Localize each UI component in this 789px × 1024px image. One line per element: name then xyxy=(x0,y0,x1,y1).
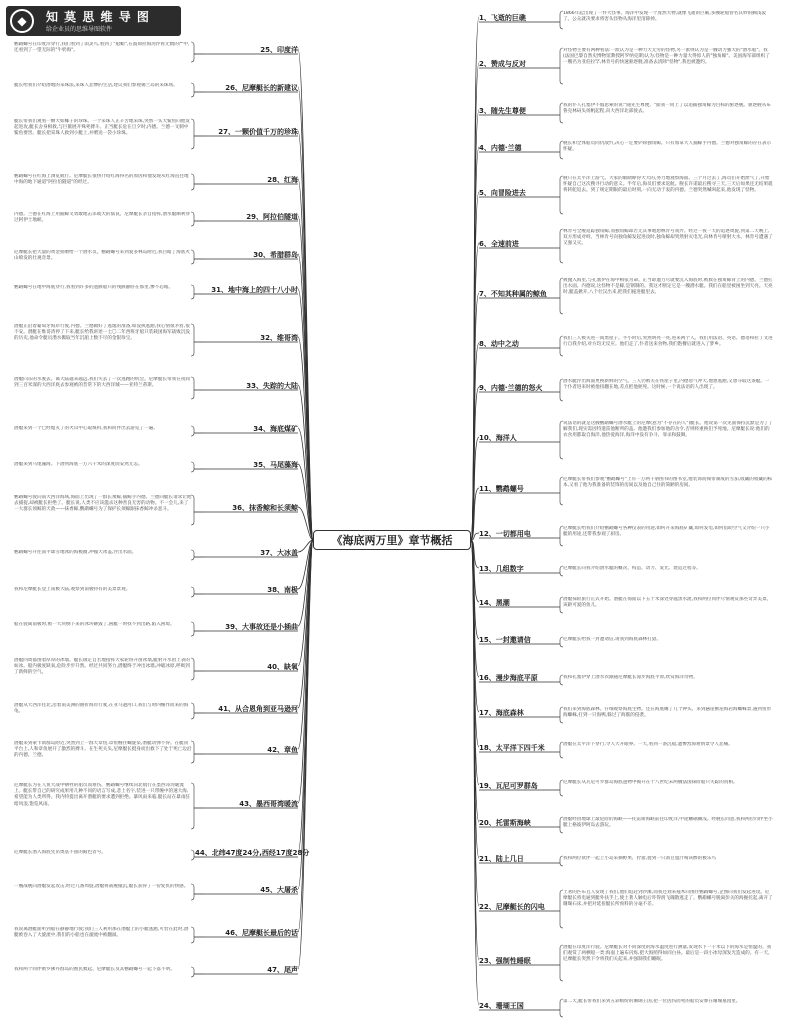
chapter-title: 47、尾声 xyxy=(267,966,298,974)
chapter-title: 11、鹦鹉螺号 xyxy=(479,485,524,493)
chapter-summary: 潜艇正沿着葡萄牙海岸行驶,内德。兰德做好了逃逸的准备,如没执逃跑,我心情很矛盾,很不安。潜艇在维哥湾停了下来,艇长给我讲述一七〇二年西班牙船只装载国海军战败沉没的历史,他命令艇员潜水搬取当年沉船上数不尽的金银珍宝。 xyxy=(14,324,191,342)
branch-curve xyxy=(471,488,479,540)
chapter-summary: 潜艇探险旅行正式开始。潜艇在海面以下五十米深处穿越黑水流,我和两位同伴尽情观赏那些奇异美景。该龄可爱的鱼儿。 xyxy=(563,597,772,609)
branch-curve xyxy=(298,179,313,540)
chapter-summary: 鹦鹉螺号驶向南大西洋海域,海面上出现了一群长须鲸,捕鲸手内德。兰德向艇长请求让他去捕捉,却被艇长拒绝了。艇长说,人类不应该滥杀这种善良无害的动物。不一会儿,来了一大群长须鲸的天敌——抹香鲸,鹦鹉螺号为了保护长须鲸跟抹香鲸冲杀恶斗。 xyxy=(14,495,192,513)
chapter-summary: 说法语的就是这艘鹦鹉螺号潜水艇上的尼摩(意为"不存在的人")艇长。他说第一次见面保持沉默是为了了解我们,现实需因特遗雷他断所的盖。他邀我们参加他的舍令,否则将重换们予死地。尼摩艇长说:他们的衣食用都取自海洋,他热爱海洋,海洋中没有争斗、罪杀和鼓舞。 xyxy=(563,421,773,439)
chapter-title: 7、不知其种属的鲸鱼 xyxy=(479,290,547,298)
chapter-summary: 鹦鹉螺号在红海上浏览航行。尼摩艇长很快介绍红海得名的原因和他发现从红海直往地中海的地下通道"阿拉伯隧道"的经过。 xyxy=(14,174,189,186)
chapter-title: 43、墨西哥湾暖流 xyxy=(239,800,298,808)
chapter-summary: 第二天,艇长带我们来到五彩缤纷的珊瑚王国,把一位因伤而死的船员安葬在珊瑚墓园里。 xyxy=(563,999,741,1004)
chapter-title: 6、全速前进 xyxy=(479,240,519,248)
branch-curve xyxy=(471,343,479,540)
chapter-title: 9、内德·兰德的怒火 xyxy=(479,384,543,392)
branch-curve xyxy=(298,49,313,540)
branch-curve xyxy=(298,507,313,540)
branch-curve xyxy=(471,192,479,540)
chapter-title: 21、陆上几日 xyxy=(479,855,524,863)
chapter-title: 35、马尾藻海 xyxy=(253,461,298,469)
chapter-summary: 对怪物主要有两种看法:一派认为是一种力大无穷的怪物,另一派则认为是一艘动力强大的"潜水船"。我(法国巴黎自然史博物馆教授阿罗纳克斯)认为,怪物是一种力量大得惊人的"独角鲸"。美国海军部组织了一艘名为亚伯拉罕,林肯号的快速驱逐舰,准备去清除"怪物",我也被邀约。 xyxy=(563,48,770,66)
chapter-summary: 我和两个同伴被罗佛丹群岛的渔民救起。尼摩艇长及其鹦鹉螺号一起下落不明。 xyxy=(14,967,175,972)
chapter-summary: 鹦鹉螺号在地中海底穿行,我看到许多的遗骸船只的残骸静卧在那里,惨不忍睹。 xyxy=(14,285,174,290)
chapter-title: 8、动中之动 xyxy=(479,340,519,348)
chapter-title: 40、缺氧 xyxy=(267,663,298,671)
branch-curve xyxy=(471,540,479,960)
chapter-title: 33、失踪的大陆 xyxy=(246,382,298,390)
branch-curve xyxy=(298,216,313,540)
chapter-summary: 艇长带我们观看一颗大如椰子的珍珠。一个采珠人正辛苦地采珠,突然一头大鲨鱼向他发起进攻,艇长舍身相救,与巨鲨展开殊死搏斗。正当艇长危在旦夕时,内德。兰德一叉刺中鲨鱼要害。艇长把采珠人救到小艇上,并赠送一袋小珍珠。 xyxy=(14,119,191,137)
chapter-title: 44、北纬47度24分,西经17度28分 xyxy=(195,849,310,857)
branch-curve xyxy=(298,464,313,540)
chapter-summary: 尼摩艇长给我一封邀请信,请我到海底森林打猎。 xyxy=(563,637,661,642)
chapter-summary: 我的仆人孔塞伊不假思索的说:"随先生尊便。"面我一同上了以追捕独角鲸为目标的驱逐舰。驱逐舰从布鲁克林码头扬帆起程,向大西洋北部驶去。 xyxy=(563,103,771,115)
chapter-summary: 艇长给我们介绍潜地的采珠法,采珠人悲惨的生活,建议我们参观锡兰岛的采珠场。 xyxy=(14,83,178,88)
chapter-title: 19、瓦尼可罗群岛 xyxy=(479,782,538,790)
branch-curve xyxy=(471,540,479,747)
branch-curve xyxy=(298,540,313,932)
brand-logo xyxy=(6,6,181,36)
chapter-summary: 船在驶离南极时,被一大块倒下来的冰块砸毁了,困艇一时找不到出路,陷入困境。 xyxy=(14,622,175,627)
chapter-summary: 潜艇来到马尾藻海。下潜到海底一万六千米的深度而安然无恙。 xyxy=(14,462,143,467)
branch-curve xyxy=(471,540,479,785)
chapter-title: 41、从合恩角到亚马逊河 xyxy=(218,705,298,713)
chapter-summary: 尼摩艇长潜入海底凭吊奥基不固的殿色者号。 xyxy=(14,850,106,855)
branch-curve xyxy=(471,147,479,540)
bear-logo-icon: ◆ xyxy=(10,9,34,33)
chapter-title: 25、印度洋 xyxy=(260,46,298,54)
chapter-title: 15、一封邀请信 xyxy=(479,636,531,644)
chapter-title: 37、大冰盖 xyxy=(260,549,298,557)
branch-curve xyxy=(471,540,479,568)
chapter-summary: 我和孔塞伊穿上潜水衣跟随尼摩艇长漫步海底平原,欣赏海洋奇物。 xyxy=(563,675,698,680)
chapter-title: 31、地中海上的四十八小时 xyxy=(211,286,298,294)
chapter-title: 32、维哥湾 xyxy=(260,334,298,342)
branch-curve xyxy=(471,17,479,540)
chapter-summary: 潜艇来到蒙卡斯群岛附近,突然到上一群大章鱼,章鱼缠住螺旋桨,潜艇动弹不得。在艇顶平台上,人和章鱼展开了激烈的搏斗。在生死关头,尼摩艇长挺身而出救下了处于死亡边沿的内德。兰德。 xyxy=(14,741,192,759)
logo-title: 知 莫 思 维 导 图 xyxy=(46,10,150,24)
chapter-title: 38、南极 xyxy=(267,586,298,594)
branch-curve xyxy=(471,243,479,540)
branch-curve xyxy=(471,387,479,540)
branch-curve xyxy=(298,540,313,626)
chapter-summary: 潜艇经由地球上最危险的海峡——托雷斯海峡前往印度洋,中途触礁搁浅。经舰长同意,我和两位同伴坐小艇上格波伊阿岛去游玩。 xyxy=(563,817,773,829)
branch-curve xyxy=(298,540,313,666)
chapter-title: 12、一切都用电 xyxy=(479,530,531,538)
chapter-summary: 潜艇四周都围着厚厚的冰墙。艇长镇定自若地指挥大家轮班开凿冰墙,艇射开水由上表的如冰。船内极度缺氧,危险步步升然。经过共同努力,潜艇终于冲出冰墙,冲破冰原,呼吸到了新鲜的空气。 xyxy=(14,658,191,676)
branch-curve xyxy=(298,254,313,540)
branch-curve xyxy=(471,63,479,540)
chapter-title: 28、红海 xyxy=(267,176,298,184)
chapter-summary: 舰只在太平洋上游弋。大家的眼睛睁得大大的,努力地观察海面。三个月过去了,海员们开始泄气了,开始怀疑自己这次搜寻行动的意义。半年后,海员们要求返航。舰长许诺最后搜寻三天,三天后如果还无结果就将转舵返去。到了规定期限的最后时刻,一向无动于衷的内德。兰德突然喊叫起来,他发现了怪物。 xyxy=(563,176,773,194)
branch-curve xyxy=(471,540,479,677)
chapter-summary: 尼摩艇长从瓦尼可罗群岛海底遗物中揭开在十八世纪末两艘法国探险船只失踪的真相。 xyxy=(563,780,738,785)
branch-curve xyxy=(471,540,479,822)
chapter-summary: 潜艇向东的水驶去。离大陆越来越远,我们失去了一次逃跑的机会。尼摩艇长带我在夜间到三百米深的大西洋底去参观被的昔常下的大西洋城——亚特兰蒂斯。 xyxy=(14,377,191,389)
chapter-title: 20、托雷斯海峡 xyxy=(479,819,531,827)
chapter-title: 30、希腊群岛 xyxy=(253,251,298,259)
branch-curve xyxy=(298,540,313,708)
chapter-summary: 舰长和全体船员同仇敌忾,决心一定要铲除独角鲸。只有加拿大人捕鲸手内德。兰德对独角鲸的存在表示怀疑。 xyxy=(563,141,772,153)
chapter-summary: 内德。兰德在红海上用捕鲸叉勇敢地击杀或大的儒艮。尼摩艇长亲自指挥,潜水艇顺利穿过阿伊士地峡。 xyxy=(14,212,191,224)
branch-curve xyxy=(471,437,479,540)
branch-curve xyxy=(471,540,479,712)
chapter-title: 17、海底森林 xyxy=(479,709,524,717)
chapter-summary: 潜艇从大西洋往北,沿着南美洲的曲折海岸行驶,在亚马逊河口,我们与时四缠作而来的海龟。 xyxy=(14,703,189,715)
chapter-title: 18、太平洋下四千米 xyxy=(479,744,545,752)
branch-curve xyxy=(471,540,479,906)
chapter-title: 29、阿拉伯隧道 xyxy=(246,213,298,221)
chapter-title: 4、内德·兰德 xyxy=(479,144,522,152)
chapter-title: 10、海洋人 xyxy=(479,434,517,442)
chapter-summary: 潜艇来到一个已经熄灭了的火山中心取煤料,我和同伴出去游览了一遍。 xyxy=(14,426,158,431)
branch-curve xyxy=(298,540,313,852)
branch-curve xyxy=(471,110,479,540)
chapter-title: 23、强制性睡眠 xyxy=(479,957,531,965)
chapter-title: 42、章鱼 xyxy=(267,746,298,754)
chapter-summary: 尼摩艇长带我们参观"鹦鹉螺号"上有一万两千册图书的图书室,他装饰而掏带制成的雪茄,收藏的收藏的标本,又看了他为我准备的装饰的房间以及他自己住的简陋的房间。 xyxy=(563,477,773,489)
chapter-title: 14、黑潮 xyxy=(479,599,510,607)
branch-curve xyxy=(471,533,479,540)
chapter-summary: 我和两位伙伴一起上小岛采摘野果、狩猎,捉到一只鸽豆蔻汁啃该醉的极乐鸟 xyxy=(563,856,717,861)
branch-curve xyxy=(298,540,313,589)
chapter-summary: 林肯号全舰追踪独角鲸,而独角鲸却若无其事地想林肯号戏弄。经过一夜一天的追逐周旋,到第二天晚上,双方形成对峙。当林肯号向独角鲸发起进攻时,独角鲸却突然射灭电光,向林肯号喷射大水。林肯号遭遇了又强又灭。 xyxy=(563,229,773,247)
chapter-title: 5、向冒险进去 xyxy=(479,189,526,197)
chapter-title: 2、赞成与反对 xyxy=(479,60,526,68)
branch-curve xyxy=(298,337,313,540)
chapter-title: 3、随先生尊便 xyxy=(479,107,526,115)
chapter-summary: 鹦鹉螺号在印度洋穿行,我们看到了雨灵鸟,看到了"船蛸",在波如拉海湾浮看无数的严中,还看到了一望无际的"牛奶海"。 xyxy=(14,42,190,54)
chapter-summary: 尼摩艇长为在人鱼大战中牺牲的船员而难伤。鹦鹉螺号继续向北航行在墨西哥湾暖流上。艇长带自己的研究成果用几种不同的语言写成,悲上名字,装进一只带缠中的速大海,希望能为人类所得。我内特提出离开潜艇的要求遭到拒绝。暴风雨来临,艇长站在暴雨驻暗风浪,饱览风雨。 xyxy=(14,783,191,807)
chapter-summary: 被抛入海里,与孔塞伊在海中相依为命。正当即遭力尽就要沉入海底时,被救在独角鲸背上的内德。兰德扛出水面。内德说,这怪物不是鲸,是钢制的。我这才断定它是一艘潜水艇。我们在船里被困坐到天亮。天亮时,艇盖掀开,八个壮汉出来,把我们拖进艇里去。 xyxy=(563,278,773,296)
branch-curve xyxy=(298,289,313,540)
central-topic: 《海底两万里》章节概括 xyxy=(313,530,471,550)
chapter-summary: 我说离潜艇面听到船在静静地行驶;我们三人利用那在潜艇上的小艇逃跑,可恰在此时,潜艇被卷入了大旋流中,我们的小船也在漩流中被翻溢。 xyxy=(14,927,189,939)
chapter-title: 16、漫步海底平原 xyxy=(479,674,538,682)
branch-curve xyxy=(471,540,479,858)
chapter-title: 36、抹香鲸和长须鲸 xyxy=(232,504,298,512)
chapter-title: 46、尼摩艇长最后的话 xyxy=(225,929,298,937)
branch-curve xyxy=(298,540,313,749)
logo-subtitle: 给企业员的思维导图软件 xyxy=(46,26,113,33)
chapter-summary: 潜艇在印度洋行驶。尼摩艇长对不同深度的海水温度进行测量,发现水下一千米以下的海水是恒温的。我们观赏了两栖船一类:海面上遍布闪烁,把大海照得如同白昼。最后是一段小冰母深发光造成的。有一天,尼摩艇长突然下令将我们关起来,并强制我们睡眠。 xyxy=(563,945,772,963)
chapter-summary: 尼摩艇长把大量的黄金捐赠给一个潜水员。鹦鹉螺号来到爱多林岛附近,我目睹了海底火山喷发的壮观奇景。 xyxy=(14,250,191,262)
branch-curve xyxy=(471,540,479,602)
branch-curve xyxy=(298,540,313,552)
branch-curve xyxy=(298,87,313,540)
chapter-summary: 我和尼摩艇长登上南极大陆,观察到南极特有的美景景观。 xyxy=(14,587,131,592)
chapter-title: 26、尼摩艇长的新建议 xyxy=(225,84,298,92)
branch-curve xyxy=(471,293,479,540)
chapter-title: 39、大事故还是小插曲 xyxy=(225,623,298,631)
chapter-title: 22、尼摩艇长的闪电 xyxy=(479,903,545,911)
chapter-title: 24、珊瑚王国 xyxy=(479,1002,524,1010)
chapter-summary: 尼摩艇长向我介绍潜水艇的概况、构造、动力、发光、建造过程等。 xyxy=(563,566,701,571)
chapter-summary: 一艘战舰向潜艇发起攻击,经过几番周旋,潜艇将战舰撞沉,艇长获得了一份复仇的快感。 xyxy=(14,884,189,889)
chapter-title: 1、飞逝的巨礁 xyxy=(479,14,526,22)
chapter-summary: 尼摩艇长给我们介绍鹦鹉螺号各种仪表的用途,如何开采海底矿藏,如何发电,如何借助空气又介绍一只小艇的用途,还带我参观了厨房。 xyxy=(563,526,770,538)
branch-curve xyxy=(298,540,313,969)
branch-curve xyxy=(298,428,313,540)
chapter-summary: 土著的匹布且人发现了我们,他们追赶到沙滩,而我还划来拖木向围住鹦鹉螺号,企图向我们发起进攻。尼摩艇长将电通到艇外扶手上,使土著人触电后吓得滑飞魄散逃走了。鹦鹉螺号脱离彭关的海握托起,离开了珊瑚石床,并把对延扭艇长所预料的分毫不差。 xyxy=(563,890,773,908)
chapter-summary: 鹦鹉螺号开往南半球雪地冰的海极圈,冲撞大冰盖,浮出水面。 xyxy=(14,550,137,555)
branch-curve xyxy=(471,540,479,639)
chapter-summary: 我们三人被关进一间黑屋子。半小时后,突然明亮一亮,进来两个人。我们用法语、英语、德语和拉丁文进行自我介绍,对方均无反应。他们走了,仆者送来食物,我们饱餐后就进入了梦乡。 xyxy=(563,336,773,348)
chapter-title: 45、大屠杀 xyxy=(260,886,298,894)
branch-curve xyxy=(298,131,313,540)
branch-curve xyxy=(298,385,313,540)
chapter-summary: 潜艇在太平洋下穿行,令人大开眼界。一天,看到一条沉船,遭惨烈海难情景令人悲痛。 xyxy=(563,742,733,747)
branch-curve xyxy=(298,540,313,803)
chapter-title: 13、几组数字 xyxy=(479,565,524,573)
chapter-summary: 潜水艇浮出海面更换新鲜的空气。三人仍被关在铁屋子里,内德怒气冲天,他想逃跑,又想夺取这条艇。一个仆者进来时被他扭翻在地,差点把他扼死。这时候,一个说法语的人出现了。 xyxy=(563,379,770,391)
branch-curve xyxy=(471,540,479,1005)
chapter-summary: 我们来到海底森林。仔细观察海底生物。还在海底睡了几个钟头。来到悬崖断崖海岩海蜘蛛景,遇到鱼形海蜘蛛,打到一只海鸭,躲过了海鲨的侵袭。 xyxy=(563,707,772,719)
chapter-title: 34、海底煤矿 xyxy=(253,425,298,433)
branch-curve xyxy=(298,540,313,889)
chapter-summary: 1866年起出现了一件大怪事。海洋中发现一个庞然大物,就像飞逝的巨礁,多艘轮船曾名其妙的搁浅裂了。公众就决要求将害头怪物从海洋里清除掉。 xyxy=(563,11,766,23)
chapter-title: 27、一颗价值千万的珍珠 xyxy=(218,128,298,136)
